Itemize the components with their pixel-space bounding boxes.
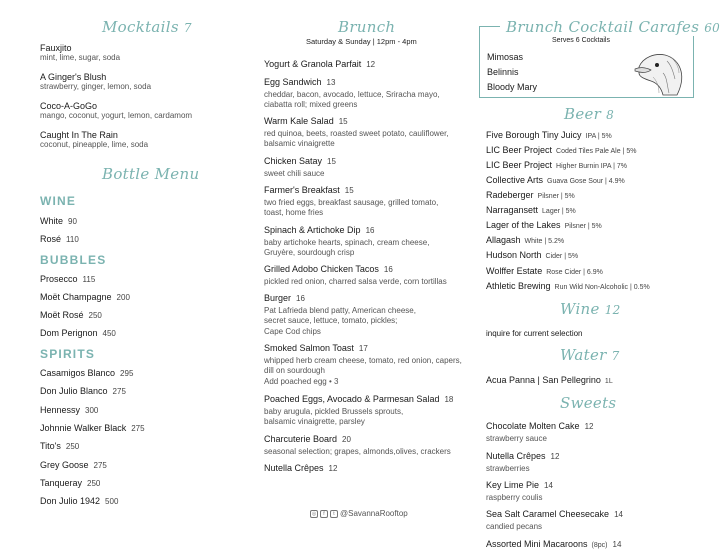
list-item: Chocolate Molten Cake 12 strawberry sauce (486, 421, 594, 443)
list-item: Radeberger Pilsner | 5% (486, 190, 575, 200)
list-item: Grilled Adobo Chicken Tacos 16 pickled red onion, charred salsa verde, corn tortillas (264, 264, 447, 286)
list-item: White 90 (40, 216, 77, 226)
list-item: Prosecco 115 (40, 274, 96, 284)
list-item: Coco-A-GoGo mango, coconut, yogurt, lemon, cardamom (40, 101, 193, 120)
social-footer (310, 509, 408, 518)
carafe-box (479, 18, 720, 98)
wine-heading: Wine 12 (560, 300, 621, 318)
instagram-icon: ◎ (311, 510, 317, 517)
list-item: Hudson North Cider | 5% (486, 250, 579, 260)
list-item: Belinnis (487, 67, 519, 77)
list-item: Tito's 250 (40, 441, 80, 451)
list-item: Poached Eggs, Avocado & Parmesan Salad 18 baby arugula, pickled Brussels sprouts, balsamic vinaigrette, parsley (264, 394, 454, 427)
list-item: Moët Champagne 200 (40, 292, 130, 302)
wine-subheading: WINE (40, 194, 77, 208)
carafes-heading: Brunch Cocktail Carafes 60 (500, 18, 720, 36)
list-item: LIC Beer Project Higher Burnin IPA | 7% (486, 160, 627, 170)
list-item: Fauxjito mint, lime, sugar, soda (40, 43, 121, 62)
spirits-subheading: SPIRITS (40, 347, 96, 361)
list-item: Tanqueray 250 (40, 478, 101, 488)
list-item: Bloody Mary (487, 82, 538, 92)
list-item: A Ginger's Blush strawberry, ginger, lemon, soda (40, 72, 152, 91)
list-item: Wolffer Estate Rose Cider | 6.9% (486, 266, 603, 276)
brunch-heading: Brunch (338, 18, 396, 36)
list-item: Allagash White | 5.2% (486, 235, 565, 245)
list-item: Five Borough Tiny Juicy IPA | 5% (486, 130, 612, 140)
carafes-subtitle: Serves 6 Cocktails (552, 37, 610, 44)
list-item: LIC Beer Project Coded Tiles Pale Ale | 5% (486, 145, 637, 155)
list-item: Egg Sandwich 13 cheddar, bacon, avocado, lettuce, Sriracha mayo, ciabatta roll; mixed greens (264, 77, 440, 110)
list-item: Narragansett Lager | 5% (486, 205, 576, 215)
facebook-icon: f (320, 510, 328, 518)
list-item: Grey Goose 275 (40, 460, 107, 470)
list-item: Athletic Brewing Run Wild Non-Alcoholic | 0.5% (486, 281, 650, 291)
list-item: Mimosas (487, 52, 524, 62)
beer-heading: Beer 8 (564, 105, 615, 123)
list-item: Rosé 110 (40, 234, 79, 244)
list-item: Hennessy 300 (40, 405, 99, 415)
list-item: Nutella Crêpes 12 strawberries (486, 451, 560, 473)
list-item: Dom Perignon 450 (40, 328, 116, 338)
list-item: Lager of the Lakes Pilsner | 5% (486, 220, 602, 230)
list-item: Collective Arts Guava Gose Sour | 4.9% (486, 175, 625, 185)
mocktails-heading: Mocktails 7 (102, 18, 192, 36)
list-item: Don Julio Blanco 275 (40, 386, 126, 396)
list-item: Charcuterie Board 20 seasonal selection; grapes, almonds,olives, crackers (264, 434, 451, 456)
brunch-hours: Saturday & Sunday | 12pm - 4pm (306, 37, 417, 46)
list-item: Nutella Crêpes 12 (264, 463, 338, 473)
water-heading: Water 7 (560, 346, 620, 364)
list-item: Assorted Mini Macaroons (8pc) 14 (486, 539, 622, 549)
list-item: Moët Rosé 250 (40, 310, 102, 320)
list-item: Farmer's Breakfast 15 two fried eggs, breakfast sausage, grilled tomato, toast, home fries (264, 185, 439, 218)
ostrich-illustration (633, 43, 687, 97)
list-item: Smoked Salmon Toast 17 whipped herb cream cheese, tomato, red onion, capers, dill on sourdough Add poached egg • 3 (264, 343, 462, 386)
list-item: Chicken Satay 15 sweet chili sauce (264, 156, 336, 178)
twitter-icon: t (330, 510, 338, 518)
sweets-heading: Sweets (560, 394, 617, 412)
list-item: Caught In The Rain coconut, pineapple, lime, soda (40, 130, 149, 149)
list-item: Burger 16 Pat Lafrieda blend patty, American cheese, secret sauce, lettuce, tomato, pickles; Cape Cod chips (264, 293, 416, 336)
list-item: Key Lime Pie 14 raspberry coulis (486, 480, 553, 502)
list-item: Casamigos Blanco 295 (40, 368, 134, 378)
wine-note: inquire for current selection (486, 329, 583, 338)
bottle-menu-heading: Bottle Menu (102, 165, 200, 183)
social-handle: @SavannaRooftop (340, 509, 408, 518)
list-item: Spinach & Artichoke Dip 16 baby artichoke hearts, spinach, cream cheese, Gruyère, sourdough crisp (264, 225, 430, 258)
list-item: Acua Panna | San Pellegrino 1L (486, 375, 613, 385)
bubbles-subheading: BUBBLES (40, 253, 107, 267)
list-item: Sea Salt Caramel Cheesecake 14 candied pecans (486, 509, 623, 531)
list-item: Yogurt & Granola Parfait 12 (264, 59, 376, 69)
list-item: Don Julio 1942 500 (40, 496, 119, 506)
list-item: Johnnie Walker Black 275 (40, 423, 145, 433)
list-item: Warm Kale Salad 15 red quinoa, beets, roasted sweet potato, cauliflower, balsamic vinaigrette (264, 116, 449, 149)
